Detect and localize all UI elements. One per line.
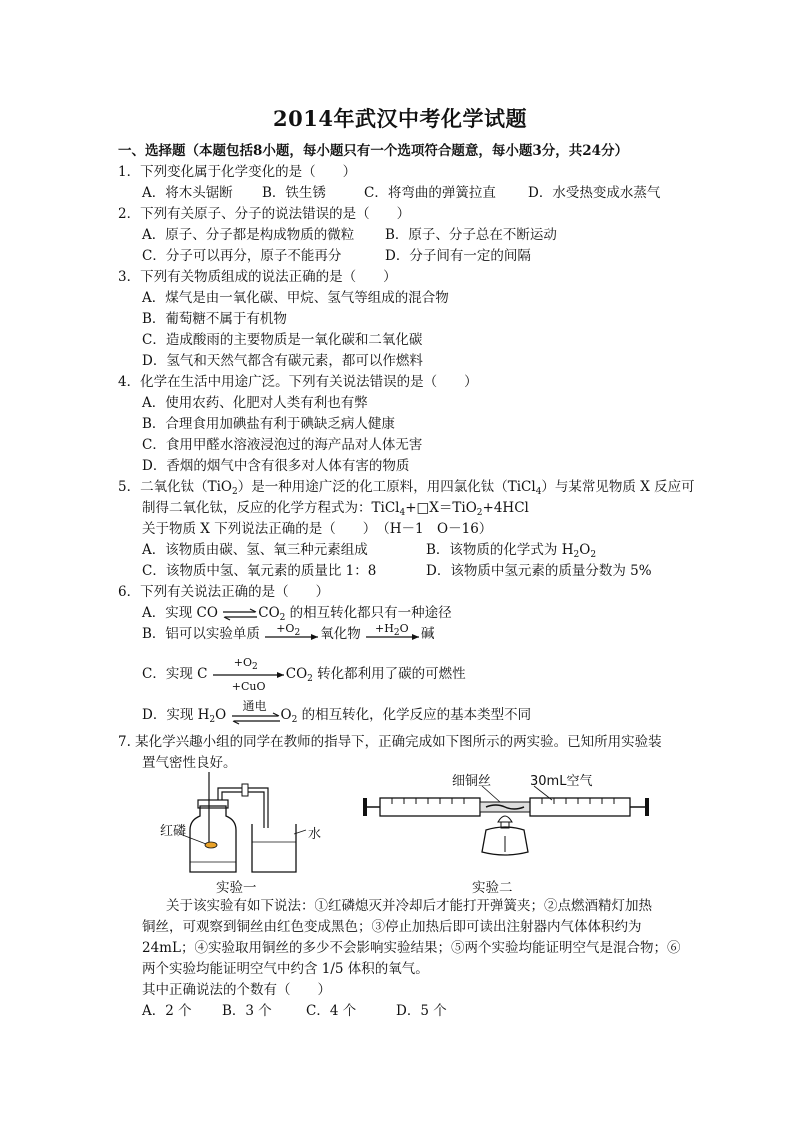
question-5-option-a: A．该物质由碳、氢、氧三种元素组成	[142, 542, 368, 558]
question-6-option-d: D．实现 $H_2O$ 通电 $O_2$ 的相互转化，化学反应的基本类型不同	[142, 698, 532, 725]
reaction-arrow-water: $+H_2O$	[365, 626, 421, 644]
question-7-option-b: B．3 个	[222, 1003, 272, 1019]
question-5-line-3: 关于物质 X 下列说法正确的是（ ） （H－1 O－16）	[142, 521, 493, 537]
question-4-stem: 4．化学在生活中用途广泛。下列有关说法错误的是（ ）	[118, 374, 478, 390]
page-title: 2014年武汉中考化学试题	[273, 106, 527, 131]
reversible-arrow-icon	[222, 607, 258, 621]
question-7-option-c: C．4 个	[306, 1003, 357, 1019]
question-1-option-a: A．将木头锯断	[142, 185, 233, 201]
red-phosphorus-label: 红磷	[160, 824, 187, 839]
reaction-arrow-carbon: $+O_2$ +CuO	[212, 666, 286, 684]
question-7-option-a: A．2 个	[142, 1003, 192, 1019]
question-1-option-b: B．铁生锈	[262, 185, 326, 201]
question-7-prompt: 其中正确说法的个数有（ ）	[142, 982, 331, 998]
experiment-two-caption: 实验二	[472, 880, 513, 896]
experiment-one-caption: 实验一	[216, 880, 257, 896]
question-2-option-c: C．分子可以再分，原子不能再分	[142, 248, 342, 264]
question-2-option-a: A．原子、分子都是构成物质的微粒	[142, 227, 355, 243]
question-4-option-c: C．食用甲醛水溶液浸泡过的海产品对人体无害	[142, 437, 423, 453]
right-arrow-icon	[264, 626, 320, 644]
question-5-option-c: C．该物质中氢、氧元素的质量比 1：8	[142, 563, 377, 579]
question-7-line-2: 置气密性良好。	[142, 755, 237, 771]
question-3-option-b: B．葡萄糖不属于有机物	[142, 311, 287, 327]
reaction-arrow-oxygen: $+O_2$	[264, 626, 320, 644]
question-5-option-b: B．该物质的化学式为 $H_2O_2$	[426, 542, 597, 560]
water-label: 水	[308, 827, 322, 842]
copper-wire-label: 细铜丝	[452, 774, 492, 789]
air-volume-label: 30mL空气	[530, 774, 593, 789]
question-1-option-d: D．水受热变成水蒸气	[528, 185, 661, 201]
question-6-option-c: C．实现 C $+O_2$ +CuO $CO_2$ 转化都利用了碳的可燃性	[142, 655, 466, 693]
question-4-option-d: D．香烟的烟气中含有很多对人体有害的物质	[142, 458, 410, 474]
question-4-option-a: A．使用农药、化肥对人类有利也有弊	[142, 395, 368, 411]
question-2-option-d: D．分子间有一定的间隔	[385, 248, 531, 264]
question-5-option-d: D．该物质中氢元素的质量分数为 5%	[426, 563, 652, 579]
question-2-option-b: B．原子、分子总在不断运动	[385, 227, 557, 243]
question-7-option-d: D．5 个	[396, 1003, 447, 1019]
section-heading: 一、选择题（本题包括8小题，每小题只有一个选项符合题意，每小题3分，共24分）	[118, 143, 629, 159]
question-5-line-2: 制得二氧化钛，反应的化学方程式为：TiCl$_4$+□X＝TiO$_2$+4HCl	[142, 500, 529, 518]
question-6-stem: 6．下列有关说法正确的是（ ）	[118, 584, 330, 600]
right-arrow-icon	[365, 626, 421, 644]
question-7-paragraph-3: 24mL；④实验取用铜丝的多少不会影响实验结果；⑤两个实验均能证明空气是混合物；⑥	[142, 940, 681, 956]
question-6-option-b: B．铝可以实验单质 $+O_2$ 氧化物 $+H_2O$ 碱	[142, 621, 435, 642]
question-3-option-a: A．煤气是由一氧化碳、甲烷、氢气等组成的混合物	[142, 290, 449, 306]
question-5-line-1: 5．二氧化钛（TiO$_2$）是一种用途广泛的化工原料，用四氯化钛（TiCl$_4$）与某常见物质 X 反应可	[118, 479, 695, 497]
question-1-stem: 1．下列变化属于化学变化的是（ ）	[118, 164, 357, 180]
question-2-stem: 2．下列有关原子、分子的说法错误的是（ ）	[118, 206, 411, 222]
question-3-option-c: C．造成酸雨的主要物质是一氧化碳和二氧化碳	[142, 332, 423, 348]
question-3-stem: 3．下列有关物质组成的说法正确的是（ ）	[118, 269, 397, 285]
reaction-arrow-electrolysis: 通电	[231, 707, 281, 725]
question-7-line-1: 7. 某化学兴趣小组的同学在教师的指导下，正确完成如下图所示的两实验。已知所用实验装	[118, 734, 662, 750]
question-7-paragraph-4: 两个实验均能证明空气中约含 1/5 体积的氧气。	[142, 961, 429, 977]
question-7-paragraph-2: 铜丝，可观察到铜丝由红色变成黑色；③停止加热后即可读出注射器内气体体积约为	[142, 919, 642, 935]
question-4-option-b: B．合理食用加碘盐有利于碘缺乏病人健康	[142, 416, 395, 432]
reversible-arrow-icon	[231, 707, 281, 725]
experiment-two-figure	[362, 778, 652, 868]
question-6-option-a: A．实现 CO $CO_2$ 的相互转化都只有一种途径	[142, 605, 452, 623]
question-3-option-d: D．氢气和天然气都含有碳元素，都可以作燃料	[142, 353, 423, 369]
question-7-paragraph-1: 关于该实验有如下说法：①红磷熄灭并冷却后才能打开弹簧夹；②点燃酒精灯加热	[166, 898, 652, 914]
question-1-option-c: C．将弯曲的弹簧拉直	[364, 185, 496, 201]
